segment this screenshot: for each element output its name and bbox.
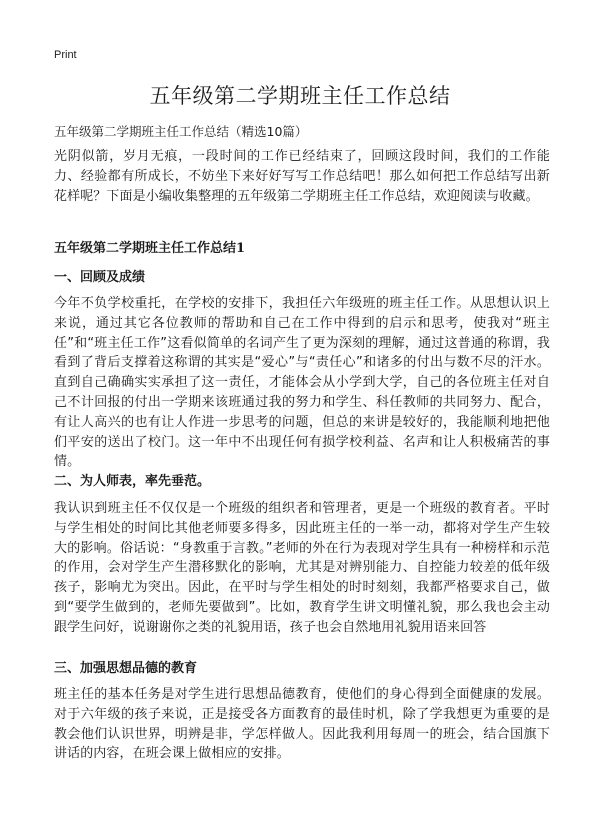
paragraph-review: 今年不负学校重托，在学校的安排下，我担任六年级班的班主任工作。从思想认识上来说，通过其它各位教师的帮助和自己在工作中得到的启示和思考，使我对“班主任”和“班主任工作”这看似简单的名词产生了更为深刻的理解，通过这普通的称谓，我看到了背后支撑着这称谓的其实是“爱心”与“责任心”和诸多的付出与数不尽的汗水。直到自己确确实实承担了这一责任，才能体会从小学到大学，自己的各位班主任对自己不计回报的付出一学期来该班通过我的努力和学生、科任教师的共同努力、配合，有让人高兴的也有让人作进一步思考的问题，但总的来讲是较好的，我能顺利地把他们平安的送出了校门。这一年中不出现任何有损学校利益、名声和让人积极痛苦的事情。 [54, 296, 550, 470]
document-title: 五年级第二学期班主任工作总结 [149, 84, 451, 108]
paragraph-role-model: 我认识到班主任不仅仅是一个班级的组织者和管理者，更是一个班级的教育者。平时与学生相处的时间比其他老师要多得多，因此班主任的一举一动，都将对学生产生较大的影响。俗话说：“身教重于言教。”老师的外在行为表现对学生具有一种榜样和示范的作用，会对学生产生潜移默化的影响，尤其是对辨别能力、自控能力较差的低年级孩子，影响尤为突出。因此，在平时与学生相处的时时刻刻，我都严格要求自己，做到“要学生做到的，老师先要做到”。比如，教育学生讲文明懂礼貌，那么我也会主动跟学生问好，说谢谢你之类的礼貌用语，孩子也会自然地用礼貌用语来回答 [54, 501, 550, 635]
paragraph-moral-education: 班主任的基本任务是对学生进行思想品德教育，使他们的身心得到全面健康的发展。对于六年级的孩子来说，正是接受各方面教育的最佳时机，除了学我想更为重要的是教会他们认识世界，明辨是非，学怎样做人。因此我利用每周一的班会，结合国旗下讲话的内容，在班会课上做相应的安排。 [54, 687, 550, 762]
heading-role-model: 二、为人师表，率先垂范。 [54, 474, 211, 489]
document-subtitle: 五年级第二学期班主任工作总结（精选10篇） [54, 124, 308, 139]
intro-paragraph: 光阴似箭，岁月无痕，一段时间的工作已经结束了，回顾这段时间，我们的工作能力、经验都有所成长，不妨坐下来好好写写工作总结吧！那么如何把工作总结写出新花样呢？下面是小编收集整理的五年级第二学期班主任工作总结，欢迎阅读与收藏。 [54, 149, 550, 204]
heading-moral-education: 三、加强思想品德的教育 [54, 661, 198, 676]
section-title: 五年级第二学期班主任工作总结1 [54, 241, 246, 256]
heading-review: 一、回顾及成绩 [54, 270, 146, 285]
print-link[interactable]: Print [54, 49, 77, 61]
